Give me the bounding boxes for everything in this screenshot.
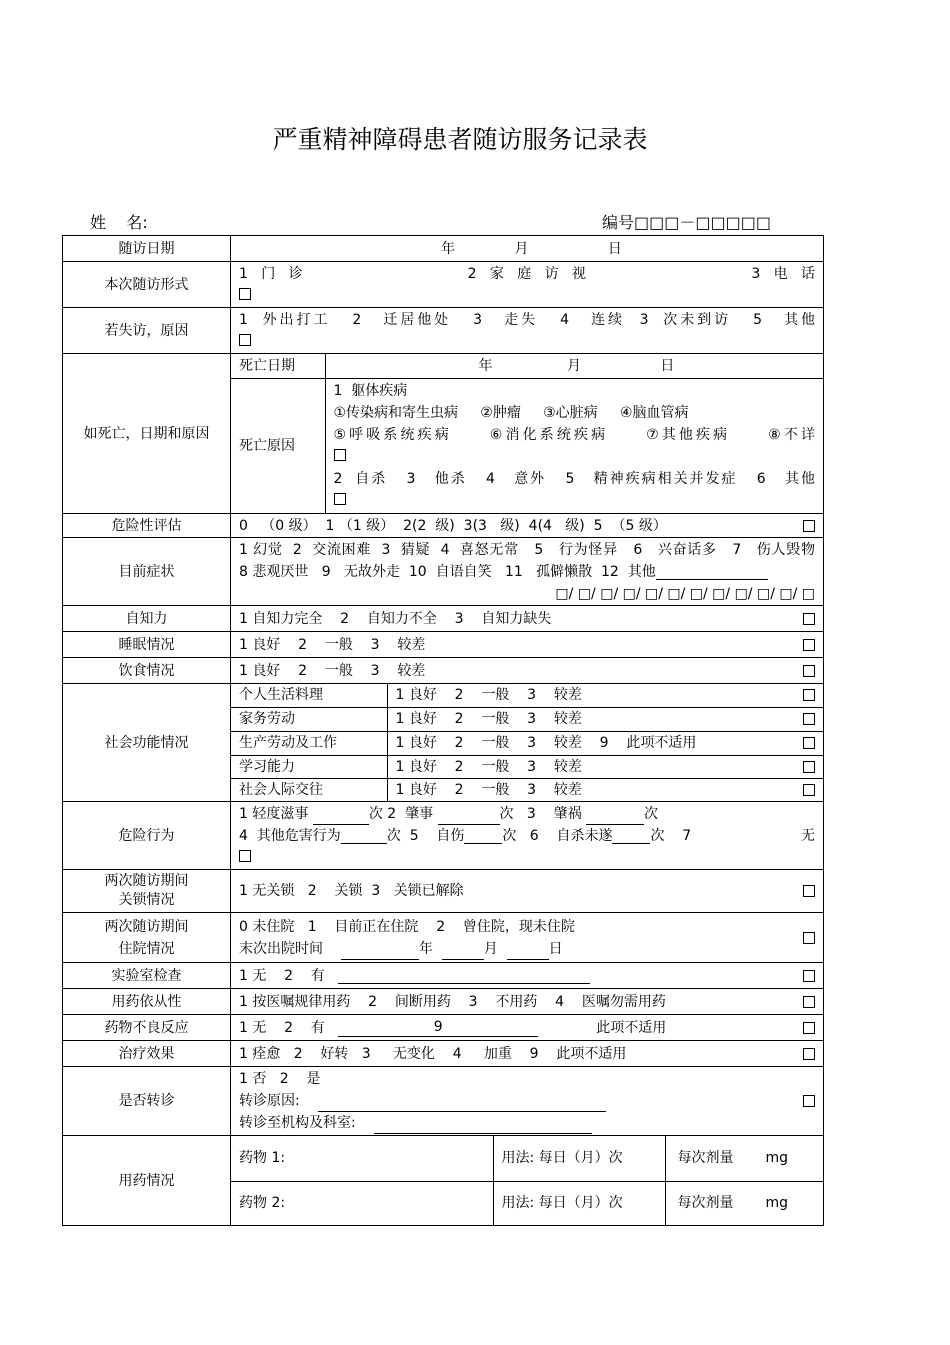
risk-field[interactable]: 0 （0 级） 1 （1 级） 2(2 级) 3(3 级) 4(4 级) 5 （5 级）	[231, 514, 824, 538]
checkbox[interactable]	[803, 737, 815, 749]
checkbox[interactable]	[239, 288, 251, 300]
effect-field[interactable]: 1 痊愈 2 好转 3 无变化 4 加重 9 此项不适用	[231, 1041, 824, 1067]
referral-label: 是否转诊	[63, 1067, 231, 1136]
death-label: 如死亡，日期和原因	[63, 354, 231, 514]
insight-field[interactable]: 1 自知力完全 2 自知力不全 3 自知力缺失	[231, 606, 824, 632]
drug-1[interactable]: 药物 1:	[231, 1136, 493, 1181]
dose-2[interactable]: 每次剂量 mg	[665, 1181, 823, 1225]
checkbox[interactable]	[803, 520, 815, 532]
checkbox[interactable]	[803, 784, 815, 796]
lab-field[interactable]: 1 无 2 有	[231, 963, 824, 989]
death-date-field[interactable]: 年 月 日	[325, 354, 823, 378]
lost-label: 若失访，原因	[63, 308, 231, 354]
visit-form-label: 本次随访形式	[63, 262, 231, 308]
death-date-label: 死亡日期	[231, 354, 325, 378]
checkbox[interactable]	[803, 970, 815, 982]
adherence-field[interactable]: 1 按医嘱规律用药 2 间断用药 3 不用药 4 医嘱勿需用药	[231, 989, 824, 1015]
death-table	[231, 354, 823, 513]
dose-1[interactable]: 每次剂量 mg	[665, 1136, 823, 1181]
adverse-label: 药物不良反应	[63, 1015, 231, 1041]
number-label: 编号□□□－□□□□□	[602, 213, 771, 232]
lock-label: 两次随访期间 关锁情况	[63, 870, 231, 913]
death-cause-label: 死亡原因	[231, 378, 325, 513]
sleep-field[interactable]: 1 良好 2 一般 3 较差	[231, 632, 824, 658]
meds-label: 用药情况	[63, 1136, 231, 1226]
checkbox[interactable]	[803, 613, 815, 625]
danger-field[interactable]: 1 轻度滋事 次 2 肇事 次 3 肇祸 次 4 其他危害行为 次 5 自伤 次 6 自杀未遂 次 7 无	[231, 802, 824, 870]
lab-label: 实验室检查	[63, 963, 231, 989]
adherence-label: 用药依从性	[63, 989, 231, 1015]
lost-field[interactable]: 1 外出打工 2 迁居他处 3 走失 4 连续 3 次未到访 5 其他	[231, 308, 824, 354]
record-table	[62, 235, 824, 1226]
death-cause-field[interactable]: 1 躯体疾病 ①传染病和寄生虫病 ②肿瘤 ③心脏病 ④脑血管病 ⑤呼吸系统疾病 ⑥消化系统疾病 ⑦其他疾病 ⑧不详 2 自杀 3 他杀 4 意外 5 精神疾病相关并发症 6 其他	[325, 378, 823, 513]
visit-form-field[interactable]: 1 门 诊 2 家 庭 访 视 3 电 话	[231, 262, 824, 308]
usage-1[interactable]: 用法: 每日（月）次	[493, 1136, 665, 1181]
social-table: 个人生活料理 1 良好 2 一般 3 较差 家务劳动 1 良好 2 一般 3 较差 生产劳动及工作 1 良好 2 一般 3 较差 9 此项不适用 学习能力 1 良好 2 一般 3 较差 社会人际交往 1 良好 2 一般 3 较差	[231, 684, 823, 801]
referral-field[interactable]: 1 否 2 是 转诊原因: 转诊至机构及科室:	[231, 1067, 824, 1136]
checkbox[interactable]	[803, 639, 815, 651]
checkbox[interactable]	[803, 996, 815, 1008]
adverse-field[interactable]: 1 无 2 有 9 此项不适用	[231, 1015, 824, 1041]
checkbox[interactable]	[334, 493, 346, 505]
checkbox[interactable]	[803, 665, 815, 677]
name-label: 姓 名:	[90, 213, 148, 232]
sleep-label: 睡眠情况	[63, 632, 231, 658]
checkbox[interactable]	[803, 1022, 815, 1034]
lock-field[interactable]: 1 无关锁 2 关锁 3 关锁已解除	[231, 870, 824, 913]
drug-2[interactable]: 药物 2:	[231, 1181, 493, 1225]
form-title: 严重精神障碍患者随访服务记录表	[272, 125, 648, 154]
diet-field[interactable]: 1 良好 2 一般 3 较差	[231, 658, 824, 684]
insight-label: 自知力	[63, 606, 231, 632]
checkbox[interactable]	[803, 932, 815, 944]
symptoms-field[interactable]: 1 幻觉 2 交流困难 3 猜疑 4 喜怒无常 5 行为怪异 6 兴奋话多 7 伤人毁物 8 悲观厌世 9 无故外走 10 自语自笑 11 孤僻懒散 12 其他 □/ □/ □/ □/ □/ □/ □/ □/ □/ □/ □/ □	[231, 538, 824, 606]
checkbox[interactable]	[803, 713, 815, 725]
checkbox[interactable]	[803, 1048, 815, 1060]
checkbox[interactable]	[239, 850, 251, 862]
hosp-field[interactable]: 0 未住院 1 目前正在住院 2 曾住院，现未住院 末次出院时间 年 月 日	[231, 913, 824, 963]
diet-label: 饮食情况	[63, 658, 231, 684]
checkbox[interactable]	[803, 1095, 815, 1107]
checkbox[interactable]	[803, 885, 815, 897]
risk-label: 危险性评估	[63, 514, 231, 538]
social-label: 社会功能情况	[63, 684, 231, 802]
hosp-label: 两次随访期间 住院情况	[63, 913, 231, 963]
checkbox[interactable]	[334, 449, 346, 461]
usage-2[interactable]: 用法: 每日（月）次	[493, 1181, 665, 1225]
checkbox[interactable]	[239, 334, 251, 346]
checkbox[interactable]	[803, 689, 815, 701]
effect-label: 治疗效果	[63, 1041, 231, 1067]
visit-date-label: 随访日期	[63, 236, 231, 262]
danger-label: 危险行为	[63, 802, 231, 870]
checkbox[interactable]	[803, 761, 815, 773]
visit-date-field[interactable]: 年 月 日	[231, 236, 824, 262]
meds-table	[231, 1136, 823, 1225]
symptoms-label: 目前症状	[63, 538, 231, 606]
